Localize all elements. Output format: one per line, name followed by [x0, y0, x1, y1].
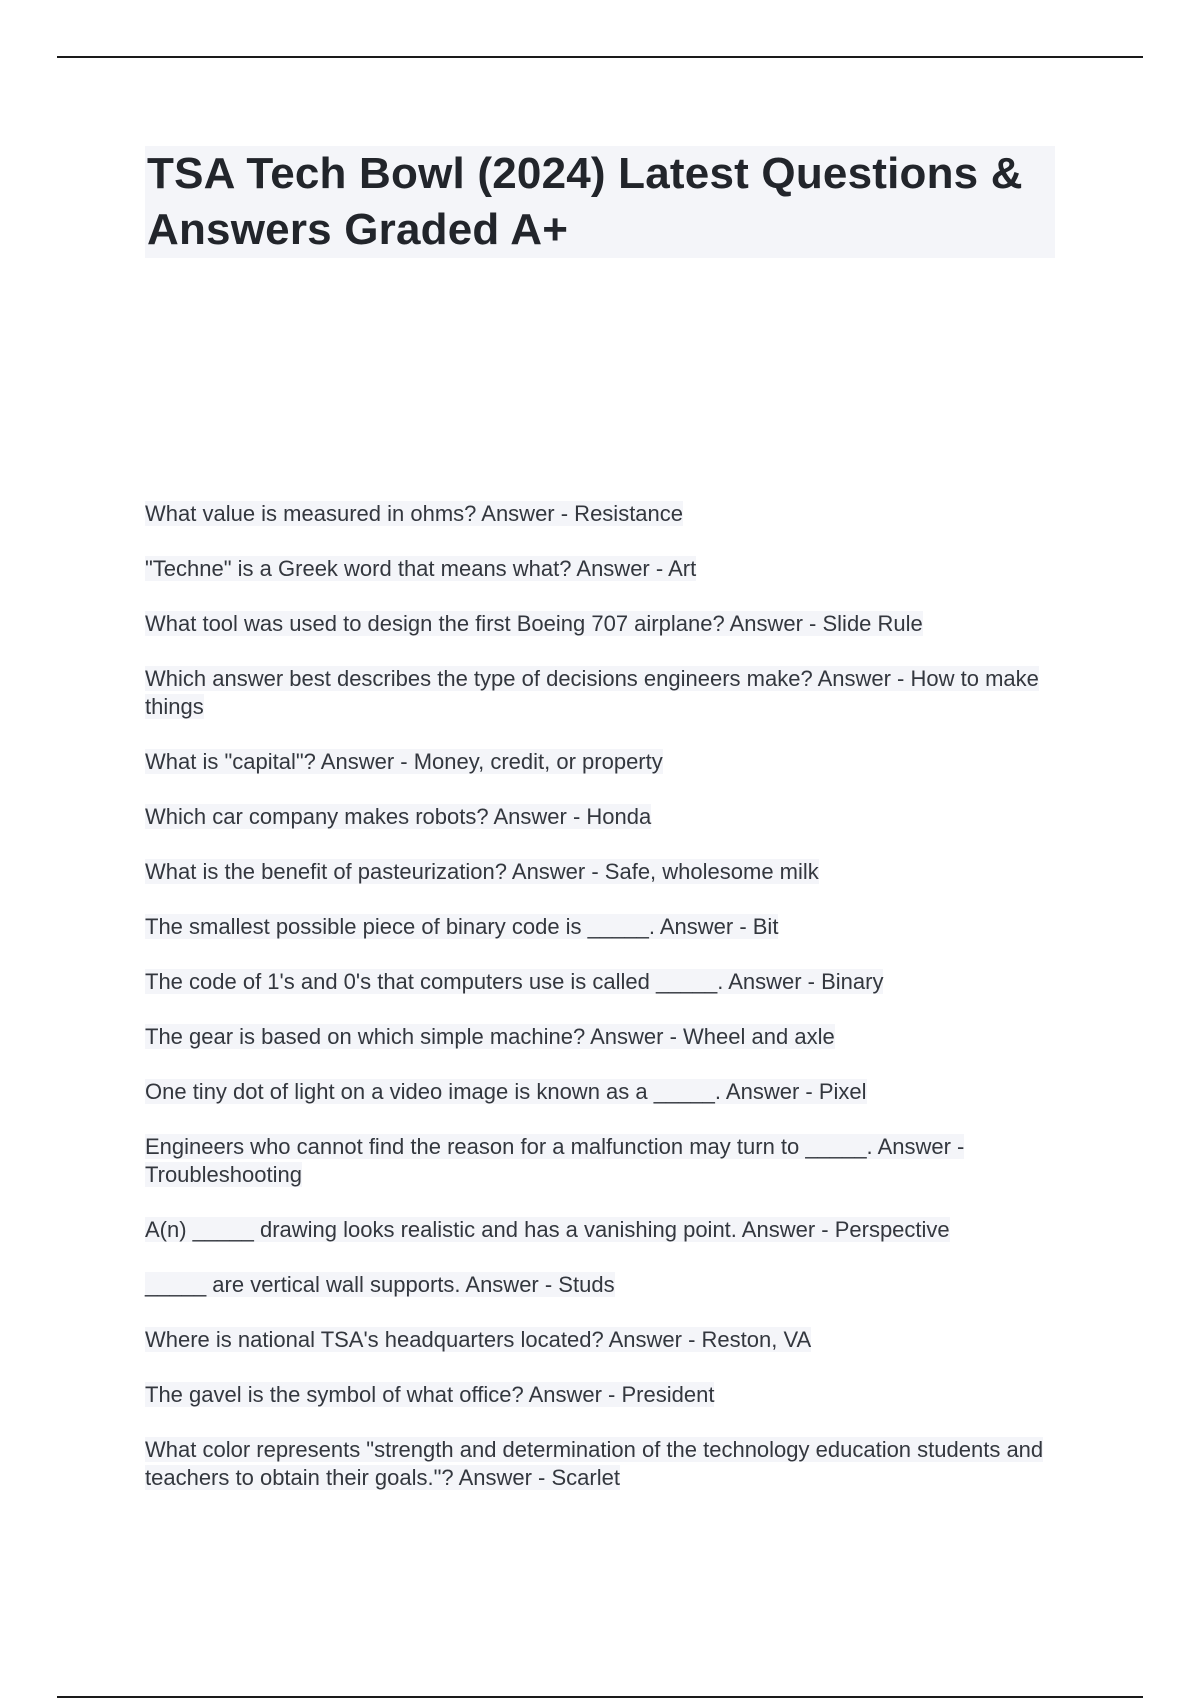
- qa-text: The gear is based on which simple machine? Answer - Wheel and axle: [145, 1024, 835, 1049]
- qa-item: [145, 665, 1055, 721]
- qa-item: [145, 1326, 1055, 1354]
- qa-item: [145, 1023, 1055, 1051]
- qa-item: [145, 1436, 1055, 1492]
- qa-text: A(n) _____ drawing looks realistic and has a vanishing point. Answer - Perspective: [145, 1217, 950, 1242]
- qa-item: [145, 1381, 1055, 1409]
- qa-text: Which answer best describes the type of decisions engineers make? Answer - How to make things: [145, 666, 1039, 719]
- qa-item: [145, 748, 1055, 776]
- qa-item: [145, 1078, 1055, 1106]
- qa-item: [145, 803, 1055, 831]
- qa-text: Where is national TSA's headquarters located? Answer - Reston, VA: [145, 1327, 812, 1352]
- qa-item: [145, 1271, 1055, 1299]
- qa-text: One tiny dot of light on a video image is known as a _____. Answer - Pixel: [145, 1079, 867, 1104]
- qa-item: [145, 1216, 1055, 1244]
- qa-text: The code of 1's and 0's that computers use is called _____. Answer - Binary: [145, 969, 884, 994]
- qa-text: What color represents "strength and determination of the technology education students and teachers to obtain their goals."? Answer - Scarlet: [145, 1437, 1044, 1490]
- qa-text: What is "capital"? Answer - Money, credit, or property: [145, 749, 663, 774]
- qa-item: [145, 913, 1055, 941]
- qa-text: Which car company makes robots? Answer - Honda: [145, 804, 652, 829]
- top-rule: [57, 56, 1143, 58]
- qa-text: What tool was used to design the first Boeing 707 airplane? Answer - Slide Rule: [145, 611, 923, 636]
- qa-text: "Techne" is a Greek word that means what? Answer - Art: [145, 556, 697, 581]
- qa-item: [145, 1133, 1055, 1189]
- qa-text: The gavel is the symbol of what office? Answer - President: [145, 1382, 715, 1407]
- qa-item: [145, 968, 1055, 996]
- qa-text: Engineers who cannot find the reason for a malfunction may turn to _____. Answer - Troubleshooting: [145, 1134, 965, 1187]
- qa-text: _____ are vertical wall supports. Answer - Studs: [145, 1272, 615, 1297]
- qa-list: [145, 500, 1055, 1519]
- bottom-rule: [57, 1696, 1143, 1698]
- document-title: TSA Tech Bowl (2024) Latest Questions & Answers Graded A+: [145, 146, 1055, 258]
- qa-text: What value is measured in ohms? Answer - Resistance: [145, 501, 684, 526]
- qa-item: [145, 858, 1055, 886]
- document-body: [145, 146, 1055, 1490]
- qa-text: What is the benefit of pasteurization? Answer - Safe, wholesome milk: [145, 859, 819, 884]
- qa-text: The smallest possible piece of binary code is _____. Answer - Bit: [145, 914, 779, 939]
- qa-item: [145, 500, 1055, 528]
- qa-item: [145, 610, 1055, 638]
- qa-item: [145, 555, 1055, 583]
